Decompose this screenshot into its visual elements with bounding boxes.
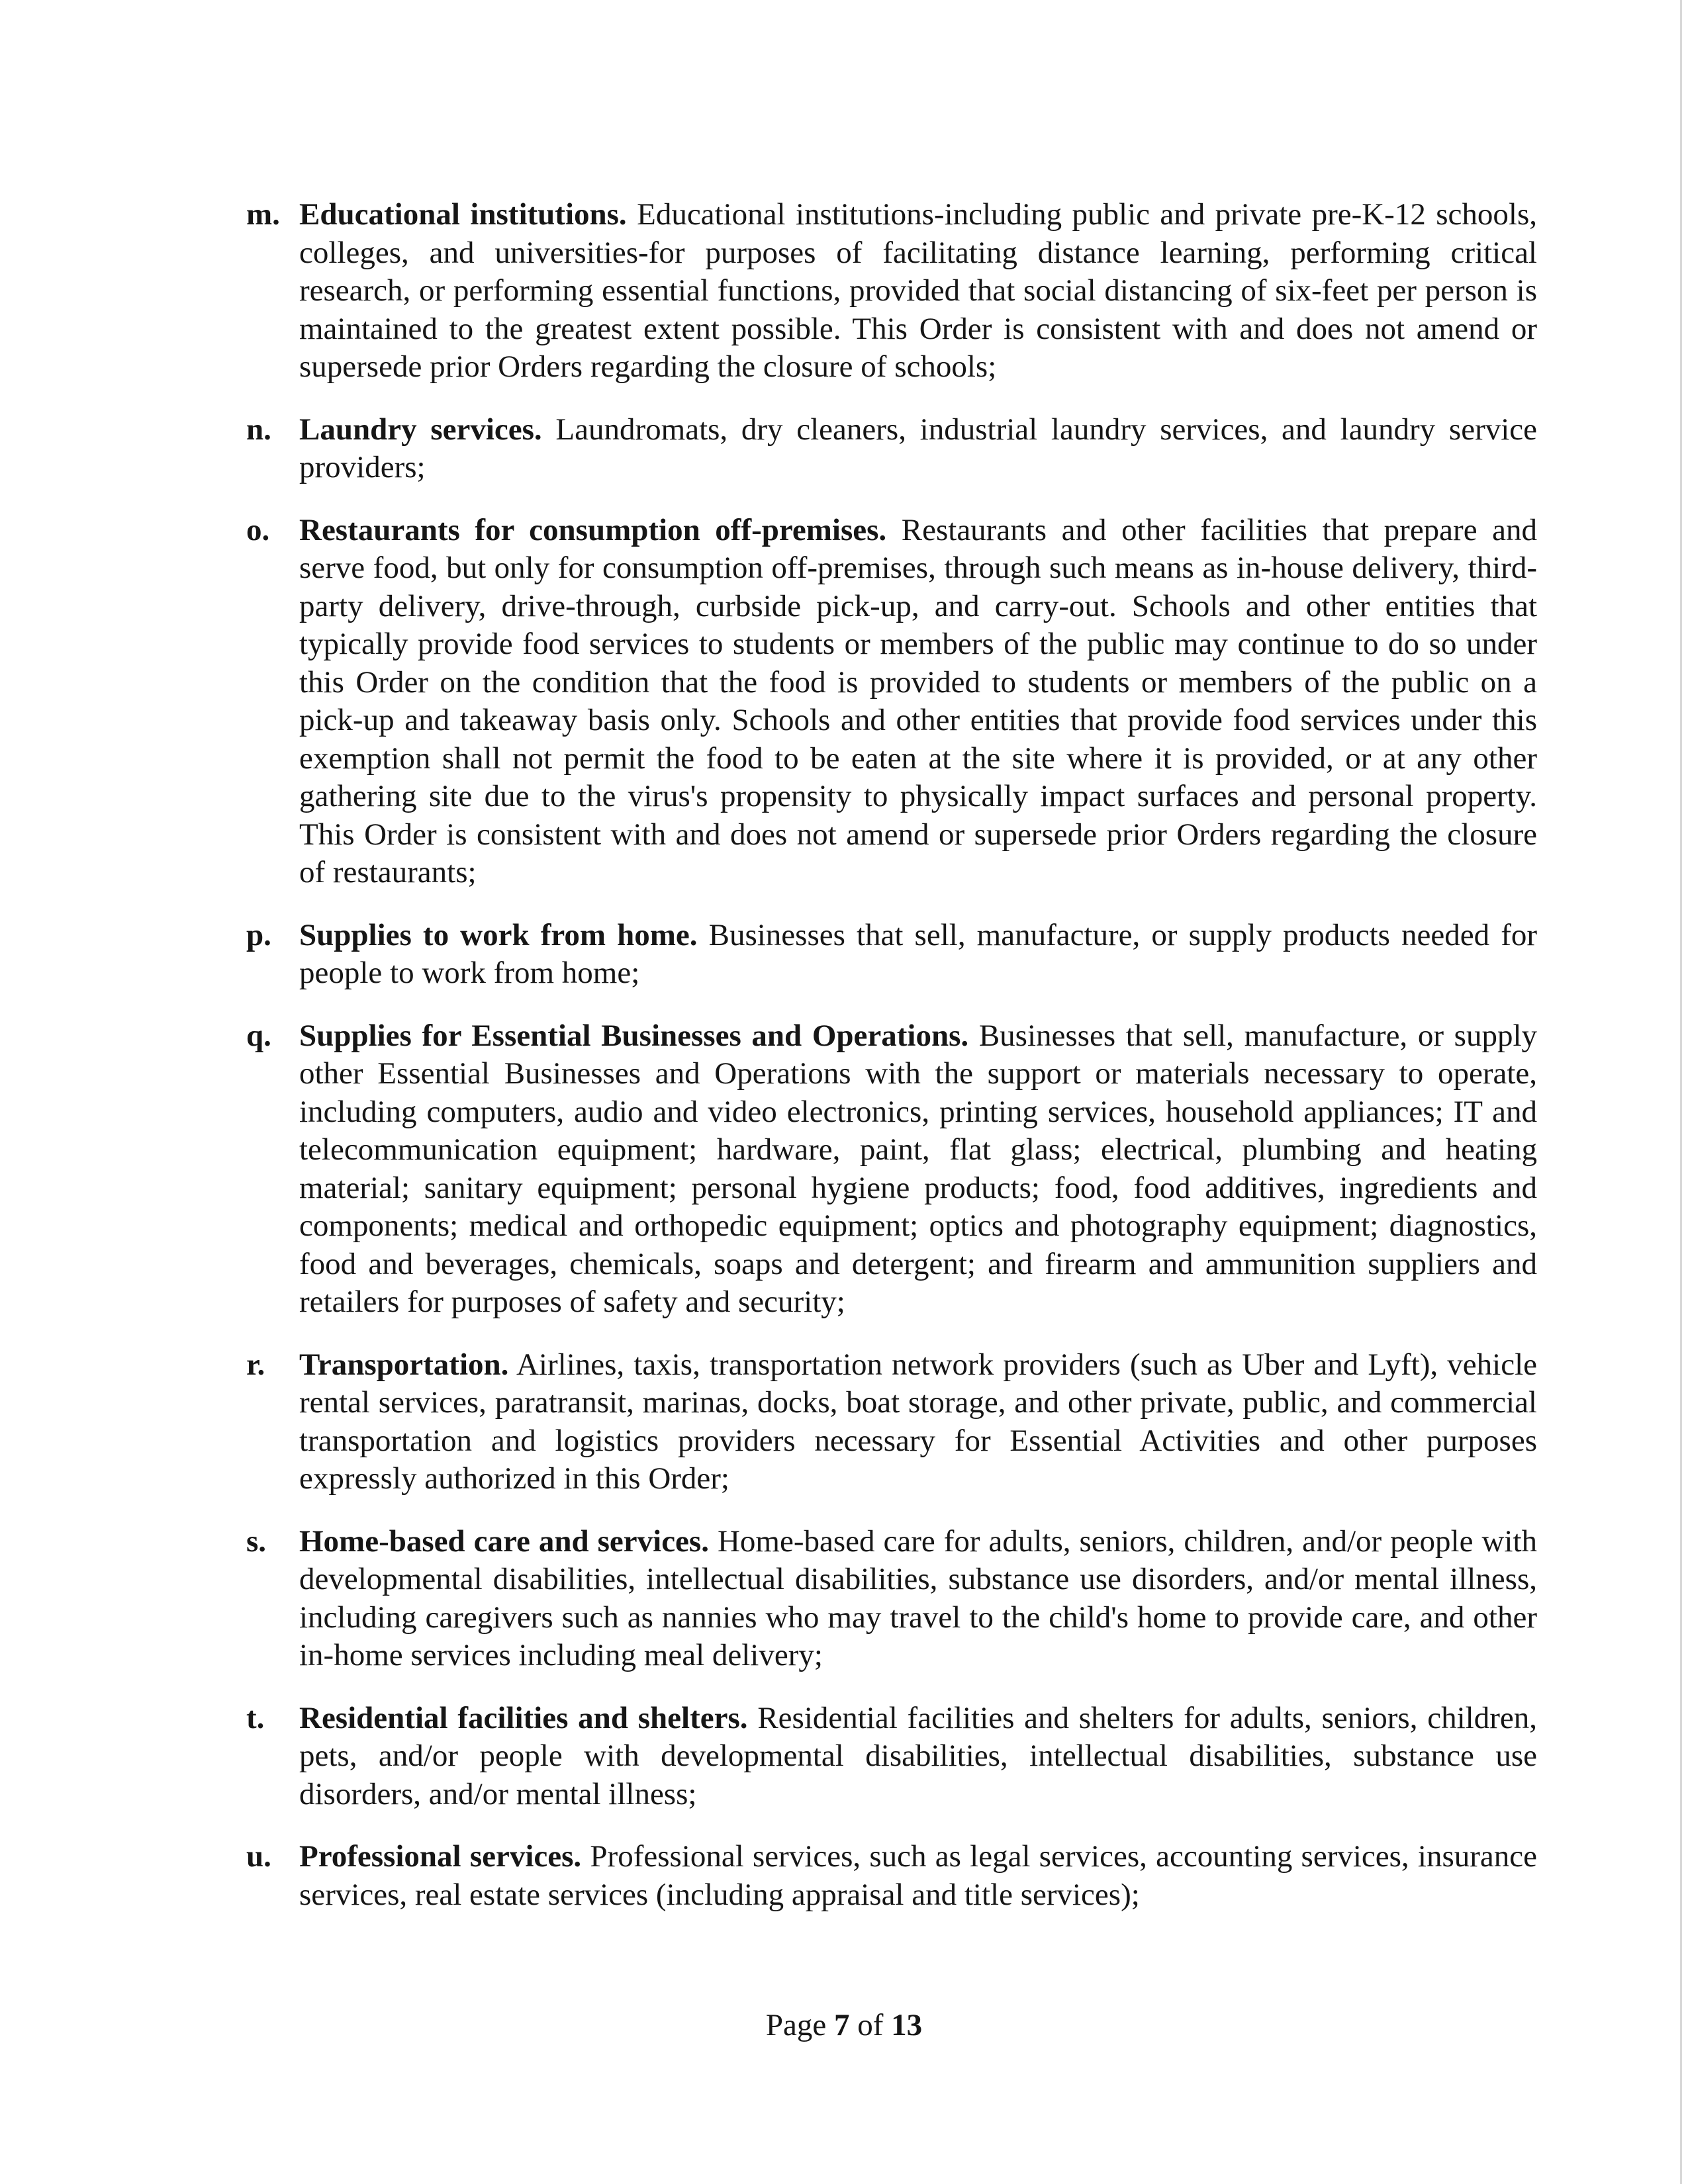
item-title: Restaurants for consumption off-premises.	[299, 512, 887, 547]
list-item	[246, 512, 1537, 892]
item-title: Supplies for Essential Businesses and Operations.	[299, 1018, 969, 1053]
item-text: Professional services, such as legal services, accounting services, insurance services, real estate services (including appraisal and title services);	[299, 1839, 1538, 1912]
item-body	[299, 196, 1537, 387]
page-number-footer	[0, 2005, 1688, 2045]
list-item	[246, 1523, 1537, 1675]
item-body	[299, 1700, 1537, 1814]
item-letter: p.	[246, 917, 271, 952]
item-title: Educational institutions.	[299, 197, 627, 232]
list-item	[246, 1838, 1537, 1914]
item-title: Professional services.	[299, 1839, 582, 1874]
item-text: Educational institutions-including public and private pre-K-12 schools, colleges, and universities-for purposes of facilitating distance learning, performing critical research, or performing essential functions, provided that social distancing of six-feet per person is maintained to the greatest extent possible. This Order is consistent with and does not amend or supersede prior Orders regarding the closure of schools;	[299, 197, 1537, 384]
item-body	[299, 1017, 1537, 1322]
item-text: Businesses that sell, manufacture, or supply products needed for people to work from home;	[299, 917, 1537, 990]
list-item	[246, 1017, 1537, 1322]
item-body	[299, 1838, 1537, 1914]
list-item	[246, 411, 1537, 487]
item-title: Supplies to work from home.	[299, 917, 698, 952]
item-title: Laundry services.	[299, 412, 542, 447]
scan-edge-line	[1680, 0, 1682, 2184]
item-body	[299, 1523, 1537, 1675]
item-body	[299, 917, 1537, 993]
list-item	[246, 917, 1537, 993]
item-letter: m.	[246, 197, 280, 232]
item-letter: q.	[246, 1018, 271, 1053]
item-text: Home-based care for adults, seniors, children, and/or people with developmental disabilities, intellectual disabilities, substance use disorders, and/or mental illness, including caregivers such as nannies who may travel to the child's home to provide care, and other in-home services including meal delivery;	[299, 1524, 1538, 1672]
item-text: Residential facilities and shelters for adults, seniors, children, pets, and/or people with developmental disabilities, intellectual disabilities, substance use disorders, and/or mental illness;	[299, 1700, 1537, 1811]
item-letter: r.	[246, 1347, 265, 1382]
item-letter: s.	[246, 1524, 267, 1559]
item-text: Airlines, taxis, transportation network providers (such as Uber and Lyft), vehicle rental services, paratransit, marinas, docks, boat storage, and other private, public, and commercial transportation and logistics providers necessary for Essential Activities and other purposes expressly authorized in this Order;	[299, 1347, 1537, 1496]
item-title: Residential facilities and shelters.	[299, 1700, 748, 1735]
list-item	[246, 196, 1537, 387]
item-text: Restaurants and other facilities that prepare and serve food, but only for consumption off-premises, through such means as in-house delivery, third-party delivery, drive-through, curbside pick-up, and carry-out. Schools and other entities that typically provide food services to students or members of the public may continue to do so under this Order on the condition that the food is provided to students or members of the public on a pick-up and takeaway basis only. Schools and other entities that provide food services under this exemption shall not permit the food to be eaten at the site where it is provided, or at any other gathering site due to the virus's propensity to physically impact surfaces and personal property. This Order is consistent with and does not amend or supersede prior Orders regarding the closure of restaurants;	[299, 512, 1538, 889]
item-title: Transportation.	[299, 1347, 509, 1382]
item-letter: u.	[246, 1839, 271, 1874]
page-number-prefix: Page	[765, 2008, 834, 2042]
page-number-total: 13	[891, 2008, 923, 2042]
list-item	[246, 1700, 1537, 1814]
essential-businesses-list	[246, 196, 1537, 1938]
item-text: Businesses that sell, manufacture, or supply other Essential Businesses and Operations with the support or materials necessary to operate, including computers, audio and video electronics, printing services, household appliances; IT and telecommunication equipment; hardware, paint, flat glass; electrical, plumbing and heating material; sanitary equipment; personal hygiene products; food, food additives, ingredients and components; medical and orthopedic equipment; optics and photography equipment; diagnostics, food and beverages, chemicals, soaps and detergent; and firearm and ammunition suppliers and retailers for purposes of safety and security;	[299, 1018, 1538, 1319]
item-letter: t.	[246, 1700, 265, 1735]
page-number-separator: of	[849, 2008, 892, 2042]
item-letter: o.	[246, 512, 270, 547]
page-number-current: 7	[833, 2008, 850, 2042]
item-text: Laundromats, dry cleaners, industrial laundry services, and laundry service providers;	[299, 412, 1538, 484]
item-title: Home-based care and services.	[299, 1524, 709, 1559]
list-item	[246, 1346, 1537, 1498]
item-body	[299, 1346, 1537, 1498]
item-letter: n.	[246, 412, 271, 447]
item-body	[299, 512, 1537, 892]
item-body	[299, 411, 1537, 487]
